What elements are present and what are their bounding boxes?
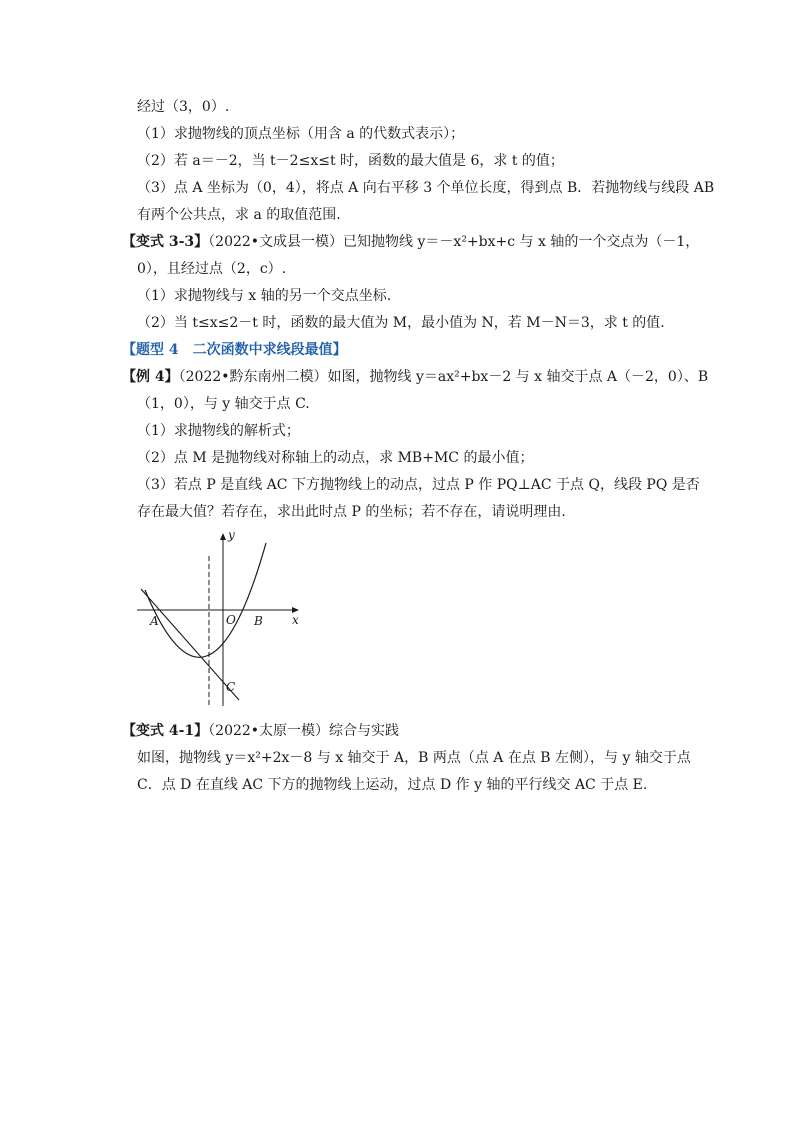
question-part-1: （1）求抛物线的解析式； <box>137 423 300 439</box>
variant-3-3-heading <box>122 232 699 252</box>
y-axis-label: y <box>228 528 235 542</box>
question-part-1: （1）求抛物线与 x 轴的另一个交点坐标. <box>137 288 392 304</box>
question-part-2: （2）当 t≤x≤2－t 时，函数的最大值为 M，最小值为 N，若 M－N＝3，求 t 的值. <box>137 315 665 331</box>
question-part-2: （2）若 a＝－2，当 t－2≤x≤t 时，函数的最大值是 6，求 t 的值； <box>137 153 564 169</box>
text-line: 0），且经过点（2，c）. <box>137 261 287 277</box>
text-line: 有两个公共点，求 a 的取值范围. <box>137 207 341 223</box>
y-axis-arrow <box>220 533 226 540</box>
example-tag: 【例 4】 <box>122 369 179 385</box>
example-4-heading <box>122 367 708 387</box>
section-heading: 【题型 4 二次函数中求线段最值】 <box>122 342 347 358</box>
point-a-label: A <box>150 614 159 628</box>
text-line: 经过（3，0）. <box>137 99 230 115</box>
text-line: 如图，抛物线 y＝x²+2x－8 与 x 轴交于 A，B 两点（点 A 在点 B 左侧），与 y 轴交于点 <box>137 750 691 766</box>
variant-tag: 【变式 4-1】 <box>122 723 209 739</box>
origin-label: O <box>226 613 236 627</box>
variant-4-1-heading <box>122 721 399 741</box>
parabola-diagram <box>132 528 312 708</box>
variant-text: （2022•文成县一模）已知抛物线 y＝－x²+bx+c 与 x 轴的一个交点为（－1， <box>208 234 700 250</box>
question-part-1: （1）求抛物线的顶点坐标（用含 a 的代数式表示）； <box>137 126 465 142</box>
text-line: C．点 D 在直线 AC 下方的抛物线上运动，过点 D 作 y 轴的平行线交 AC 于点 E. <box>137 777 648 793</box>
parabola-curve <box>145 543 266 657</box>
question-part-3: （3）点 A 坐标为（0，4），将点 A 向右平移 3 个单位长度，得到点 B．若抛物线与线段 AB <box>137 180 715 196</box>
parabola-figure <box>132 528 312 708</box>
example-text: （2022•黔东南州二模）如图，抛物线 y＝ax²+bx－2 与 x 轴交于点 A（－2，0）、B <box>178 369 709 385</box>
question-part-2: （2）点 M 是抛物线对称轴上的动点，求 MB+MC 的最小值； <box>137 450 534 466</box>
question-part-3: （3）若点 P 是直线 AC 下方抛物线上的动点，过点 P 作 PQ⊥AC 于点 Q，线段 PQ 是否 <box>137 477 700 493</box>
line-ac <box>141 589 239 700</box>
point-c-label: C <box>226 680 236 694</box>
text-line: 存在最大值？若存在，求出此时点 P 的坐标；若不存在，请说明理由. <box>137 504 566 520</box>
variant-tag: 【变式 3-3】 <box>122 234 209 250</box>
variant-text: （2022•太原一模）综合与实践 <box>208 723 400 739</box>
text-line: （1，0），与 y 轴交于点 C. <box>137 396 310 412</box>
x-axis-label: x <box>292 613 299 627</box>
point-b-label: B <box>254 614 263 628</box>
